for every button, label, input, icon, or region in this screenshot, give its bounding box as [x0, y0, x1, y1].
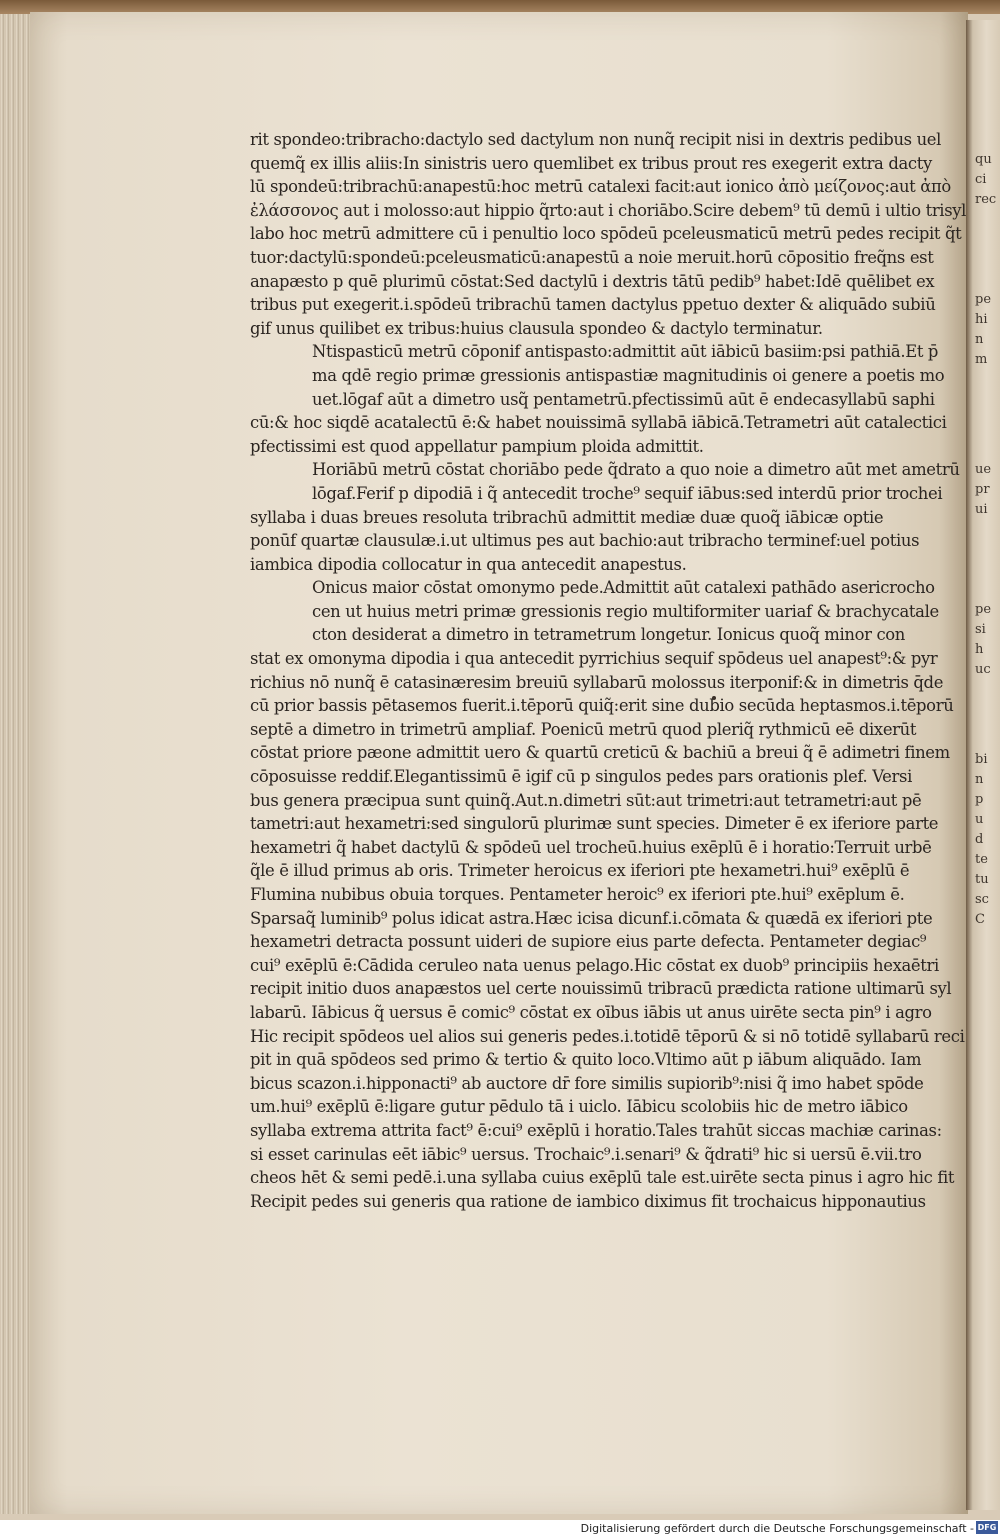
text-line: Sparsaq̃ luminib⁹ polus idicat astra.Hæc icisa dicunf.i.cōmata & quædā ex iferiori pte [250, 908, 933, 928]
text-line: anapæsto p quē plurimū cōstat:Sed dactylū i dextris tātū pedib⁹ habet:Idē quēlibet ex [250, 271, 935, 291]
text-line: cen ut huius metri primæ gressionis regio multiformiter uariaf & brachycatale [312, 601, 939, 621]
text-line: syllaba extrema attrita fact⁹ ē:cui⁹ exēplū i horatio.Tales trahūt siccas machiæ carinas: [250, 1120, 942, 1140]
text-line: Hic recipit spōdeos uel alios sui generis pedes.i.totidē tēporū & si nō totidē syllabarū reci [250, 1026, 965, 1046]
text-line: tribus put exegerit.i.spōdeū tribrachū tamen dactylus ppetuo dexter & aliquādo subiū [250, 295, 936, 315]
text-line: labo hoc metrū admittere cū i penultio loco spōdeū pceleusmaticū metrū pedes recipit q̃t [250, 224, 962, 244]
text-line: hexametri detracta possunt uideri de supiore eius parte defecta. Pentameter degiac⁹ [250, 932, 927, 952]
text-line: bicus scazon.i.hipponacti⁹ ab auctore dr̄ fore similis supiorib⁹:nisi q̃ imo habet spōde [250, 1073, 924, 1093]
text-line: lōgaf.Ferif p dipodiā i q̃ antecedit troche⁹ sequif iābus:sed interdū prior trochei [312, 483, 943, 503]
text-line: ἐλάσσονος aut i molosso:aut hippio q̃rto:aut i choriābo.Scire debem⁹ tū demū i ultio trisyl [250, 200, 967, 220]
text-line: labarū. Iābicus q̃ uersus ē comic⁹ cōstat ex oībus iābis ut anus uirēte secta pin⁹ i agro [250, 1002, 932, 1022]
text-line: richius nō nunq̃ ē catasinæresim breuiū syllabarū molossus iterponif:& in dimetris q̄de [250, 672, 944, 692]
text-line: tametri:aut hexametri:sed singulorū plurimæ sunt species. Dimeter ē ex iferiore parte [250, 814, 939, 834]
text-line: ma qdē regio primæ gressionis antispastiæ magnitudinis oi genere a poetis mo [312, 365, 945, 385]
text-line: stat ex omonyma dipodia i qua antecedit pyrrichius sequif spōdeus uel anapest⁹:& pyr [250, 649, 938, 669]
facing-page-fragment: ue pr ui [975, 462, 992, 517]
text-line: cōstat priore pæone admittit uero & quartū creticū & bachiū a breui q̃ ē adimetri finem [250, 743, 950, 763]
text-line: cū prior bassis pētasemos fuerit.i.tēporū quiq̃:erit sine dubio secūda heptasmos.i.tēporū [250, 696, 954, 716]
text-line: uet.lōgaf aūt a dimetro usq̃ pentametrū.pfectissimū aūt ē endecasyllabū saphi [312, 389, 935, 409]
text-line: quemq̃ ex illis aliis:In sinistris uero quemlibet ex tribus prout res exegerit extra dacty [250, 153, 932, 173]
text-line: pfectissimi est quod appellatur pampium ploida admittit. [250, 436, 704, 456]
text-line: q̃le ē illud primus ab oris. Trimeter heroicus ex iferiori pte hexametri.hui⁹ exēplū ē [250, 861, 910, 881]
text-line: recipit initio duos anapæstos uel certe nouissimū tribracū prædicta ratione ultimarū syl [250, 979, 952, 999]
text-line: Flumina nubibus obuia torques. Pentameter heroic⁹ ex iferiori pte.hui⁹ exēplum ē. [250, 885, 905, 904]
text-line: gif unus quilibet ex tribus:huius clausula spondeo & dactylo terminatur. [250, 318, 823, 338]
paragraph-start-line: Onicus maior cōstat omonymo pede.Admittit aūt catalexi pathādo asericrocho [312, 578, 935, 598]
text-line: cōposuisse reddif.Elegantissimū ē igif cū p singulos pedes pars orationis plef. Versi [250, 767, 912, 787]
facing-page-fragment: pe hi n m [975, 292, 992, 367]
facing-page-fragment: bi n p u d te tu sc C [975, 752, 989, 927]
dfg-logo: DFG [977, 1523, 997, 1532]
funding-note: Digitalisierung gefördert durch die Deutsche Forschungsgemeinschaft - [580, 1522, 974, 1535]
printed-text-block [250, 128, 967, 1213]
text-line: syllaba i duas breues resoluta tribrachū admittit mediæ duæ quoq̃ iābicæ optie [250, 507, 884, 527]
text-line: rit spondeo:tribracho:dactylo sed dactylum non nunq̃ recipit nisi in dextris pedibus uel [250, 130, 942, 149]
text-line: si esset carinulas eēt iābic⁹ uersus. Trochaic⁹.i.senari⁹ & q̃drati⁹ hic si uersū ē.vii.tro [250, 1144, 922, 1164]
facing-page-fragment: pe si h uc [975, 602, 992, 677]
text-line: cheos hēt & semi pedē.i.una syllaba cuius exēplū tale est.uirēte secta pinus i agro hic fit [250, 1168, 955, 1188]
text-line: pit in quā spōdeos sed primo & tertio & quito loco.Vltimo aūt p iābum aliquādo. Iam [250, 1050, 922, 1070]
text-line: lū spondeū:tribrachū:anapestū:hoc metrū catalexi facit:aut ionico ἀπὸ μείζονος:aut ἀπὸ [250, 177, 951, 197]
text-line: Recipit pedes sui generis qua ratione de iambico diximus fit trochaicus hipponautius [250, 1191, 926, 1211]
text-line: iambica dipodia collocatur in qua antecedit anapestus. [250, 554, 687, 574]
text-line: septē a dimetro in trimetrū ampliaf. Poenicū metrū quod pleriq̃ rythmicū eē dixerūt [250, 719, 917, 739]
text-line: hexametri q̃ habet dactylū & spōdeū uel trocheū.huius exēplū ē i horatio:Terruit urbē [250, 837, 932, 857]
facing-page-fragment: qu ci rec [975, 152, 997, 207]
text-line: cui⁹ exēplū ē:Cādida ceruleo nata uenus pelago.Hic cōstat ex duob⁹ principiis hexaētri [250, 955, 939, 975]
text-line: bus genera præcipua sunt quinq̃.Aut.n.dimetri sūt:aut trimetri:aut tetrametri:aut pē [250, 790, 922, 810]
text-line: cū:& hoc siqdē acatalectū ē:& habet nouissimā syllabā iābicā.Tetrametri aūt catalectici [250, 413, 947, 433]
paragraph-start-line: Horiābū metrū cōstat choriābo pede q̃drato a quo noie a dimetro aūt met ametrū [312, 460, 960, 480]
paragraph-start-line: Ntispasticū metrū cōponif antispasto:admittit aūt iābicū basiim:psi pathiā.Et p̄ [312, 342, 939, 362]
page-stack-edges [0, 14, 34, 1514]
text-line: tuor:dactylū:spondeū:pceleusmaticū:anapestū a noie meruit.horū cōpositio freq̃ns est [250, 247, 934, 267]
text-line: ponūf quartæ clausulæ.i.ut ultimus pes aut bachio:aut tribracho terminef:uel potius [250, 531, 920, 551]
text-line: um.hui⁹ exēplū ē:ligare gutur pēdulo tā i uiclo. Iābicu scolobiis hic de metro iābico [250, 1097, 908, 1117]
text-line: cton desiderat a dimetro in tetrametrum longetur. Ionicus quoq̃ minor con [312, 625, 905, 645]
